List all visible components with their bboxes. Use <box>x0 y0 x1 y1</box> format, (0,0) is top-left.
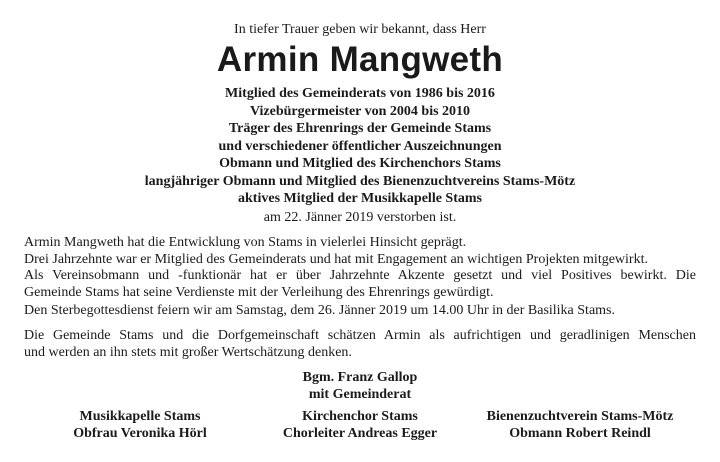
deceased-name: Armin Mangweth <box>216 40 504 79</box>
paragraph-line: Die Gemeinde Stams und die Dorfgemeinschaft schätzen Armin als aufrichtigen und geradlinigen Menschen <box>24 328 696 343</box>
organization-name: Kirchenchor Stams <box>302 409 418 424</box>
role-line: Vizebürgermeister von 2004 bis 2010 <box>249 103 471 119</box>
intro-text: In tiefer Trauer geben wir bekannt, dass Herr <box>234 22 486 37</box>
role-line: und verschiedener öffentlicher Auszeichnungen <box>218 138 502 154</box>
role-line: Träger des Ehrenrings der Gemeinde Stams <box>228 121 492 136</box>
organization-name: Bienenzuchtverein Stams-Mötz <box>486 409 674 424</box>
paragraph-line: und werden an ihn stets mit großer Wertschätzung denken. <box>24 344 352 360</box>
organization-name: Musikkapelle Stams <box>79 409 201 424</box>
organization-musikkapelle <box>40 408 240 442</box>
role-line: langjähriger Obmann und Mitglied des Bienenzuchtvereins Stams-Mötz <box>144 173 576 189</box>
paragraph-tribute <box>24 235 696 301</box>
signatory-name: Bgm. Franz Gallop <box>302 370 418 385</box>
role-line: aktives Mitglied der Musikkapelle Stams <box>238 191 482 206</box>
roles-list <box>0 85 720 208</box>
paragraph-line: Als Vereinsobmann und -funktionär hat er über Jahrzehnte Akzente gesetzt und viel Positives bewirkt. Die <box>24 268 696 284</box>
role-line: Obmann und Mitglied des Kirchenchors Stams <box>219 156 501 171</box>
role-line: Mitglied des Gemeinderats von 1986 bis 2016 <box>225 86 495 101</box>
signatory-council: mit Gemeinderat <box>308 387 412 402</box>
paragraph-funeral-service <box>24 303 696 320</box>
paragraph-line: Drei Jahrzehnte war er Mitglied des Gemeinderats und hat mit Engagement an wichtigen Projekten mitgewirkt. <box>24 251 648 267</box>
paragraph-line: Gemeinde Stams hat seine Verdienste mit der Verleihung des Ehrenrings gewürdigt. <box>24 284 494 300</box>
signatory-block <box>0 369 720 403</box>
organization-kirchenchor <box>260 408 460 442</box>
organization-person: Obmann Robert Reindl <box>509 426 651 441</box>
organization-person: Chorleiter Andreas Egger <box>282 426 438 441</box>
death-date-text: am 22. Jänner 2019 verstorben ist. <box>263 210 457 225</box>
paragraph-closing <box>24 328 696 361</box>
paragraph-line: Den Sterbegottesdienst feiern wir am Samstag, dem 26. Jänner 2019 um 14.00 Uhr in der Basilika Stams. <box>24 303 616 318</box>
organization-bienenzuchtverein <box>470 408 690 442</box>
organization-person: Obfrau Veronika Hörl <box>73 426 207 441</box>
paragraph-line: Armin Mangweth hat die Entwicklung von Stams in vielerlei Hinsicht geprägt. <box>24 235 467 250</box>
